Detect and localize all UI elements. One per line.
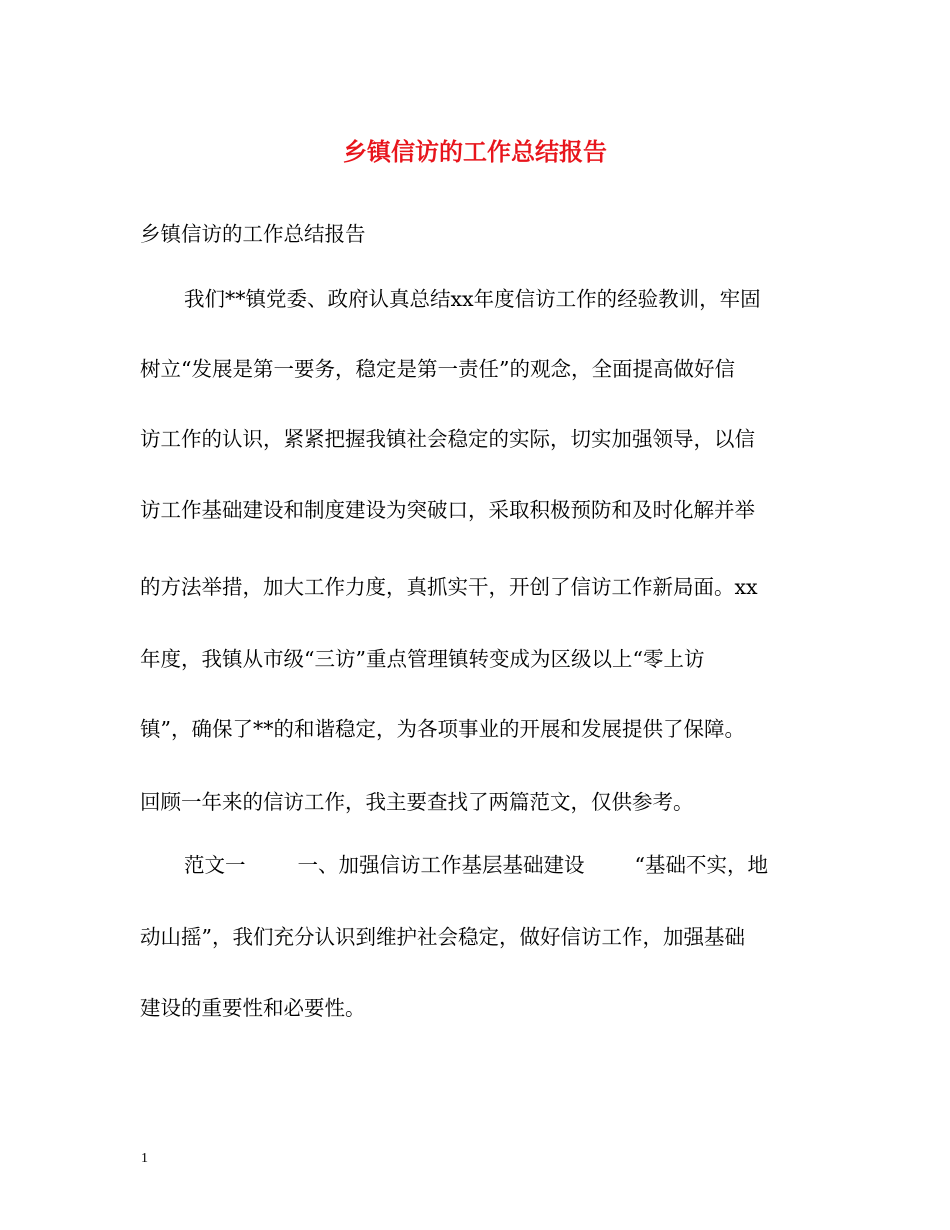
paragraph-line: 年度，我镇从市级“三访”重点管理镇转变成为区级以上“零上访	[140, 647, 705, 671]
paragraph-line: 建设的重要性和必要性。	[140, 996, 366, 1020]
section-label: 范文一	[184, 853, 246, 877]
section-quote-start: “基础不实，地	[634, 853, 768, 877]
paragraph-line: 树立“发展是第一要务，稳定是第一责任”的观念，全面提高做好信	[140, 357, 735, 381]
document-subtitle: 乡镇信访的工作总结报告	[140, 222, 366, 246]
section-line	[184, 850, 768, 880]
paragraph-line: 我们**镇党委、政府认真总结xx年度信访工作的经验教训，牢固	[184, 287, 761, 311]
paragraph-line: 访工作的认识，紧紧把握我镇社会稳定的实际，切实加强领导，以信	[140, 427, 755, 451]
paragraph-line: 镇”，确保了**的和谐稳定，为各项事业的开展和发展提供了保障。	[140, 717, 745, 741]
section-heading: 一、加强信访工作基层基础建设	[297, 853, 585, 877]
document-title: 乡镇信访的工作总结报告	[343, 137, 607, 166]
paragraph-line: 访工作基础建设和制度建设为突破口，采取积极预防和及时化解并举	[140, 498, 755, 522]
page-number: 1	[141, 1151, 148, 1166]
paragraph-line: 的方法举措，加大工作力度，真抓实干，开创了信访工作新局面。xx	[140, 575, 758, 599]
paragraph-line: 动山摇”，我们充分认识到维护社会稳定，做好信访工作，加强基础	[140, 925, 745, 949]
paragraph-line: 回顾一年来的信访工作，我主要查找了两篇范文，仅供参考。	[140, 790, 694, 814]
